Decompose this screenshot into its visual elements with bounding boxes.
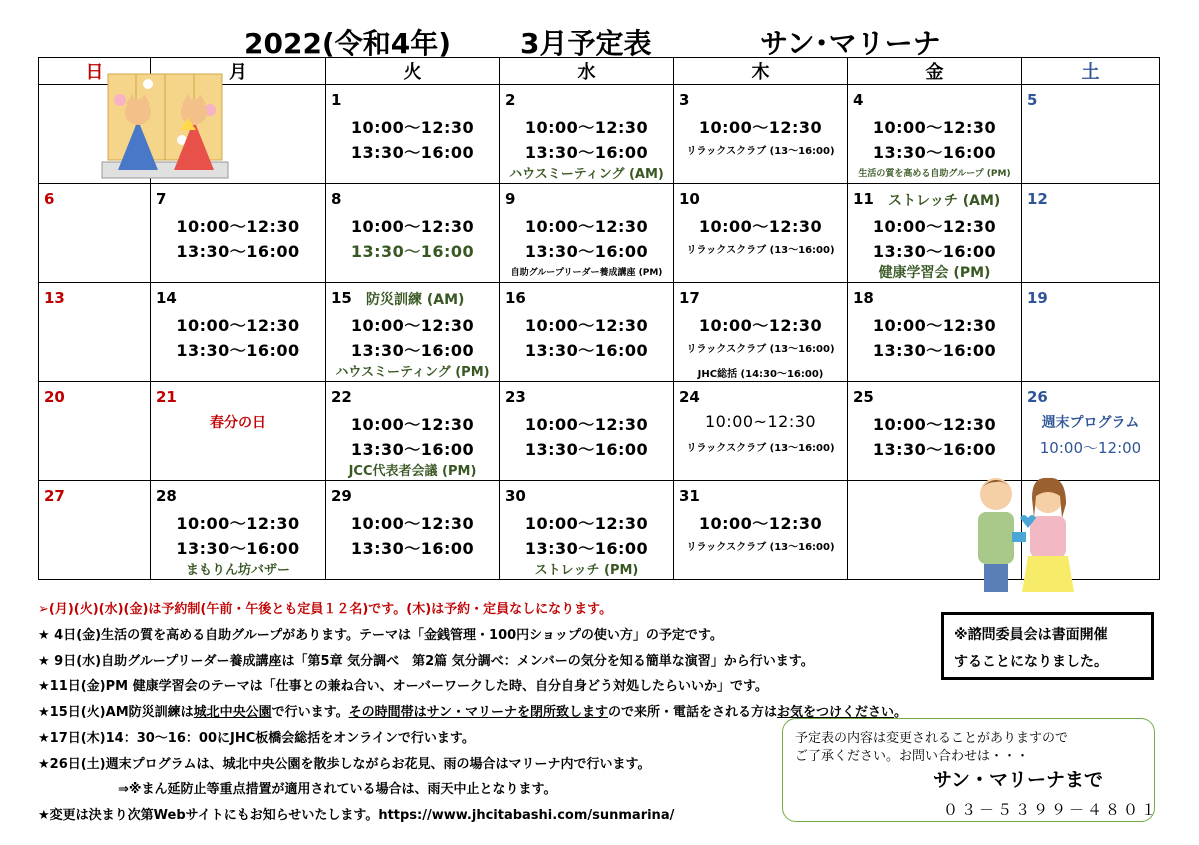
day-number: 15 [331, 289, 352, 307]
note-text: ★15日(火)AM防災訓練は [38, 705, 194, 720]
weekend-program-label: 週末プログラム [1041, 415, 1140, 431]
contact-name: サン・マリーナまで [933, 769, 1104, 791]
day-cell [326, 481, 500, 580]
time-pm: 13:30～16:00 [176, 341, 300, 360]
day-number: 8 [331, 190, 342, 208]
day-cell [39, 283, 151, 382]
day-cell [848, 283, 1022, 382]
weekday-sat: 土 [1022, 58, 1160, 85]
weekday-sun: 日 [39, 58, 151, 85]
day-cell [39, 184, 151, 283]
day-number: 19 [1027, 289, 1048, 307]
event-label: ハウスミーティング (AM) [509, 167, 664, 182]
note-reservation: ➢(月)(火)(水)(金)は予約制(午前・午後とも定員１２名)です。(木)は予約・定員なしになります。 [38, 602, 613, 617]
couple-with-gift-icon [962, 468, 1082, 592]
time-pm: 13:30～16:00 [524, 242, 649, 261]
day-number: 27 [44, 487, 65, 505]
event-label: ハウスミーティング (PM) [335, 365, 490, 380]
event-label: 健康学習会 (PM) [878, 265, 991, 281]
weekday-mon: 月 [151, 58, 326, 85]
day-number: 22 [331, 388, 352, 406]
day-number: 30 [505, 487, 526, 505]
day-cell [326, 382, 500, 481]
day-cell [848, 382, 1022, 481]
note-text: お気をつけください [777, 705, 895, 720]
day-number: 28 [156, 487, 177, 505]
relax-club-label: リラックスクラブ (13～16:00) [686, 245, 835, 256]
day-number: 12 [1027, 190, 1048, 208]
day-number: 4 [853, 91, 864, 109]
day-cell [39, 382, 151, 481]
relax-club-label: リラックスクラブ (13～16:00) [686, 146, 835, 157]
event-label: まもりん坊バザー [185, 563, 290, 578]
day-cell [500, 382, 674, 481]
time-pm: 13:30～16:00 [350, 242, 475, 261]
week-row [39, 184, 1160, 283]
contact-line: ご了承ください。お問い合わせは・・・ [795, 749, 1030, 764]
note-text: ので来所・電話をされる方は [607, 705, 777, 720]
notice-line: ※諮問委員会は書面開催 [954, 627, 1108, 643]
day-number: 31 [679, 487, 700, 505]
time-am: 10:00～12:30 [524, 118, 649, 137]
day-cell [674, 85, 848, 184]
note-item: ★17日(木)14：30～16：00にJHC板橋会総括をオンラインで行います。 [38, 731, 475, 746]
event-label-top: ストレッチ (AM) [888, 193, 1001, 209]
day-cell [39, 481, 151, 580]
day-number: 21 [156, 388, 177, 406]
day-number: 17 [679, 289, 700, 307]
time-am: 10:00～12:30 [350, 118, 475, 137]
day-cell [674, 382, 848, 481]
note-drill [38, 701, 907, 720]
day-cell [848, 85, 1022, 184]
time-am: 10:00～12:30 [872, 316, 997, 335]
time-am: 10:00～12:30 [350, 514, 475, 533]
time-am: 10:00～12:30 [698, 316, 823, 335]
time-pm: 13:30～16:00 [872, 143, 997, 162]
week-row [39, 283, 1160, 382]
page-title [0, 22, 1199, 60]
day-number: 20 [44, 388, 65, 406]
note-text: その時間帯はサン・マリーナを閉所致します [348, 705, 608, 720]
title-month: 3月予定表 [520, 27, 652, 60]
weekend-program-time: 10:00～12:00 [1039, 439, 1142, 457]
time-am: 10:00～12:30 [350, 316, 475, 335]
day-number: 14 [156, 289, 177, 307]
day-number: 10 [679, 190, 700, 208]
day-cell [326, 85, 500, 184]
note-text: 。 [894, 705, 908, 720]
time-am: 10:00~12:30 [704, 412, 817, 431]
day-cell [500, 283, 674, 382]
day-number: 6 [44, 190, 55, 208]
day-number: 2 [505, 91, 516, 109]
weekday-thu: 木 [674, 58, 848, 85]
event-label: 生活の質を高める自助グループ (PM) [858, 169, 1011, 179]
time-am: 10:00～12:30 [176, 316, 300, 335]
time-am: 10:00～12:30 [176, 514, 300, 533]
relax-club-label: リラックスクラブ (13～16:00) [686, 542, 835, 553]
day-cell [500, 85, 674, 184]
time-am: 10:00～12:30 [698, 514, 823, 533]
week-row [39, 382, 1160, 481]
day-cell [1022, 283, 1160, 382]
time-pm: 13:30～16:00 [350, 539, 475, 558]
time-am: 10:00～12:30 [350, 217, 475, 236]
day-number: 9 [505, 190, 516, 208]
day-number: 25 [853, 388, 874, 406]
time-am: 10:00～12:30 [872, 415, 997, 434]
note-website: ★変更は決まり次第Webサイトにもお知らせいたします。https://www.jhcitabashi.com/sunmarina/ [38, 808, 675, 823]
day-cell [674, 184, 848, 283]
day-number: 5 [1027, 91, 1038, 109]
day-cell [500, 184, 674, 283]
day-cell [1022, 382, 1160, 481]
weekday-tue: 火 [326, 58, 500, 85]
time-am: 10:00～12:30 [698, 118, 823, 137]
day-cell [326, 184, 500, 283]
time-am: 10:00～12:30 [524, 415, 649, 434]
day-cell [1022, 85, 1160, 184]
event-label: ストレッチ (PM) [534, 563, 639, 578]
time-pm: 13:30～16:00 [872, 440, 997, 459]
day-number: 13 [44, 289, 65, 307]
time-pm: 13:30～16:00 [524, 341, 649, 360]
notice-box [941, 612, 1154, 680]
day-number: 1 [331, 91, 342, 109]
day-cell [151, 382, 326, 481]
time-am: 10:00～12:30 [176, 217, 300, 236]
note-item: ★ 4日(金)生活の質を高める自助グループがあります。テーマは「金銭管理・100円ショップの使い方」の予定です。 [38, 628, 723, 643]
time-pm: 13:30～16:00 [872, 242, 997, 261]
time-pm: 13:30～16:00 [350, 341, 475, 360]
note-text: で行います。 [271, 705, 349, 720]
day-cell [151, 283, 326, 382]
day-number: 18 [853, 289, 874, 307]
day-number: 3 [679, 91, 690, 109]
day-number: 23 [505, 388, 526, 406]
time-am: 10:00～12:30 [698, 217, 823, 236]
day-number: 16 [505, 289, 526, 307]
note-text: 城北中央公園 [193, 705, 272, 720]
time-pm: 13:30～16:00 [872, 341, 997, 360]
event-label: 自助グループリーダー養成講座 (PM) [510, 268, 663, 278]
relax-club-label: リラックスクラブ (13～16:00) [686, 344, 835, 355]
day-cell [151, 184, 326, 283]
weekday-wed: 水 [500, 58, 674, 85]
title-year: 2022(令和4年) [244, 27, 452, 60]
time-am: 10:00～12:30 [524, 514, 649, 533]
hina-dolls-icon [98, 70, 232, 182]
holiday-label: 春分の日 [210, 415, 266, 431]
day-number: 26 [1027, 388, 1048, 406]
day-number: 7 [156, 190, 167, 208]
note-item: ★ 9日(水)自助グループリーダー養成講座は「第5章 気分調べ 第2篇 気分調べ：メンバーの気分を知る簡単な演習」から行います。 [38, 654, 814, 669]
time-am: 10:00～12:30 [524, 316, 649, 335]
weekday-fri: 金 [848, 58, 1022, 85]
day-cell [1022, 184, 1160, 283]
time-pm: 13:30～16:00 [176, 539, 300, 558]
note-item: ⇒※まん延防止等重点措置が適用されている場合は、雨天中止となります。 [118, 782, 557, 797]
note-item: ★26日(土)週末プログラムは、城北中央公園を散歩しながらお花見、雨の場合はマリーナ内で行います。 [38, 757, 651, 772]
day-cell [500, 481, 674, 580]
day-cell [674, 481, 848, 580]
day-number: 24 [679, 388, 700, 406]
day-cell [674, 283, 848, 382]
note-item: ★11日(金)PM 健康学習会のテーマは「仕事との兼ね合い、オーバーワークした時、自分自身どう対処したらいいか」です。 [38, 679, 768, 694]
time-pm: 13:30～16:00 [524, 440, 649, 459]
time-pm: 13:30～16:00 [524, 143, 649, 162]
day-number: 11 [853, 190, 874, 208]
time-pm: 13:30～16:00 [176, 242, 300, 261]
day-number: 29 [331, 487, 352, 505]
time-am: 10:00～12:30 [350, 415, 475, 434]
time-pm: 13:30～16:00 [350, 143, 475, 162]
notice-line: することになりました。 [954, 654, 1108, 670]
title-org: サン･マリーナ [760, 27, 941, 60]
day-cell [151, 481, 326, 580]
time-pm: 13:30～16:00 [350, 440, 475, 459]
time-am: 10:00～12:30 [872, 118, 997, 137]
event-label: JCC代表者会議 (PM) [348, 464, 477, 479]
day-cell [848, 184, 1022, 283]
day-cell [326, 283, 500, 382]
relax-club-label: リラックスクラブ (13～16:00) [686, 443, 835, 454]
contact-line: 予定表の内容は変更されることがありますので [795, 731, 1069, 746]
time-am: 10:00～12:30 [872, 217, 997, 236]
event-label: JHC総括 (14:30～16:00) [697, 369, 824, 380]
contact-box [782, 718, 1160, 822]
time-am: 10:00～12:30 [524, 217, 649, 236]
event-label-top: 防災訓練 (AM) [366, 292, 465, 308]
contact-phone: ０３－５３９９－４８０１ [943, 801, 1160, 819]
time-pm: 13:30～16:00 [524, 539, 649, 558]
